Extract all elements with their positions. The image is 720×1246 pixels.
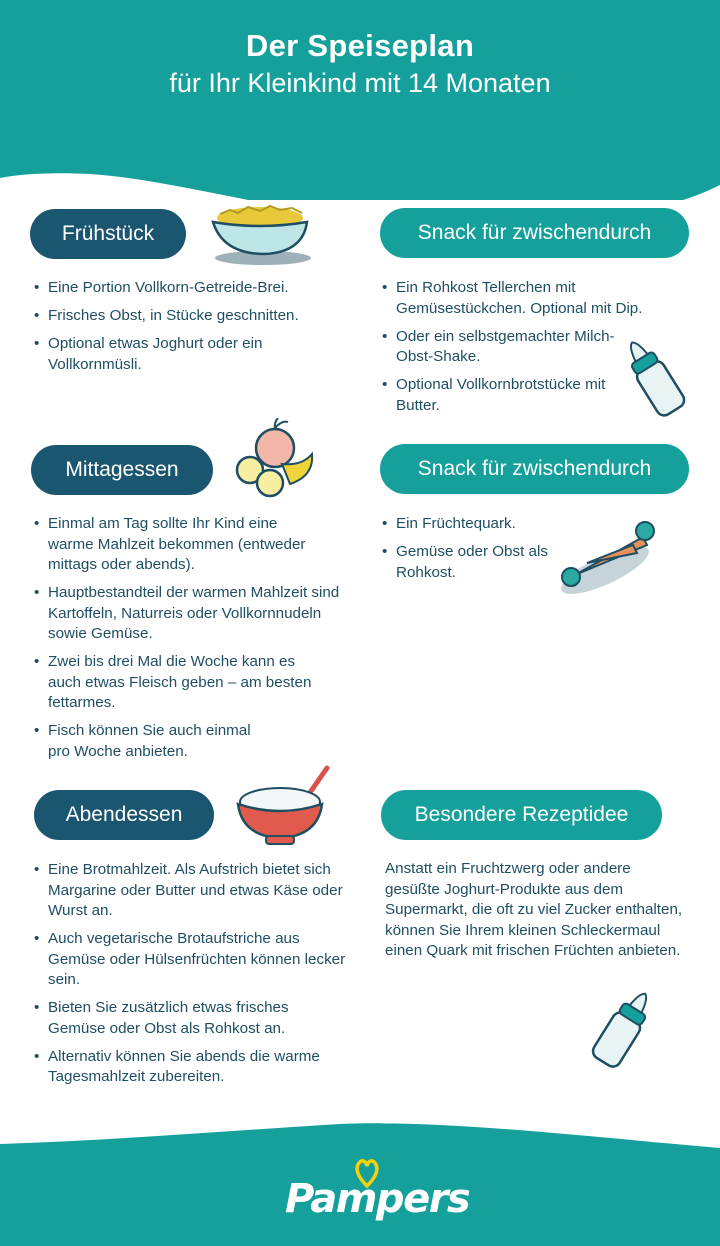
page-title: Der Speiseplan <box>245 28 475 63</box>
recipe-text: Anstatt ein Fruchtzwerg oder andere gesüßte Joghurt-Produkte aus dem Supermarkt, die oft zu viel Zucker enthalten, können Sie Ihrem kleinen Schleckermaul einen Quark mit frischen Früchten anbieten. <box>385 860 683 959</box>
logo-text: Pampers <box>285 1176 470 1222</box>
list-item: • Fisch können Sie auch einmal pro Woche anbieten. <box>32 721 272 762</box>
page-subtitle: für Ihr Kleinkind mit 14 Monaten <box>169 68 551 98</box>
snack-heading-2 <box>380 444 689 494</box>
carrots-icon <box>555 515 665 595</box>
list-item: • Frisches Obst, in Stücke geschnitten. <box>32 306 352 327</box>
breakfast-title: Frühstück <box>61 222 155 245</box>
list-item: • Hauptbestandteil der warmen Mahlzeit sind Kartoffeln, Naturreis oder Vollkornnudeln sowie Gemüse. <box>32 583 342 645</box>
pampers-logo <box>285 1158 470 1238</box>
dinner-title: Abendessen <box>65 803 183 826</box>
list-item: • Ein Rohkost Tellerchen mit Gemüsestückchen. Optional mit Dip. <box>380 278 700 319</box>
header-banner <box>0 0 720 200</box>
lunch-heading <box>31 445 213 495</box>
list-item: • Einmal am Tag sollte Ihr Kind eine warme Mahlzeit bekommen (entweder mittags oder abends). <box>32 514 322 576</box>
list-item: • Eine Portion Vollkorn-Getreide-Brei. <box>32 278 352 299</box>
list-item: • Alternativ können Sie abends die warme Tagesmahlzeit zubereiten. <box>32 1047 332 1088</box>
dinner-list <box>32 860 352 1095</box>
fruit-icon <box>230 418 320 503</box>
list-item: • Optional Vollkornbrotstücke mit Butter. <box>380 375 620 416</box>
list-item: • Zwei bis drei Mal die Woche kann es auch etwas Fleisch geben – am besten fettarmes. <box>32 652 312 714</box>
list-item: • Optional etwas Joghurt oder ein Vollkornmüsli. <box>32 334 352 375</box>
baby-bottle-icon <box>618 328 690 424</box>
snack-title-2: Snack für zwischendurch <box>417 457 652 480</box>
baby-bottle-icon <box>585 978 665 1074</box>
list-item: • Eine Brotmahlzeit. Als Aufstrich bietet sich Margarine oder Butter und etwas Käse oder Wurst an. <box>32 860 352 922</box>
snack-list-2 <box>380 514 550 591</box>
dinner-heading <box>34 790 214 840</box>
snack-heading-1 <box>380 208 689 258</box>
breakfast-list <box>32 278 352 383</box>
breakfast-heading <box>30 209 186 259</box>
cereal-bowl-icon <box>205 200 315 270</box>
snack-title-1: Snack für zwischendurch <box>417 221 652 244</box>
list-item: • Oder ein selbstgemachter Milch-Obst-Shake. <box>380 327 620 368</box>
list-item: • Ein Früchtequark. <box>380 514 550 535</box>
list-item: • Bieten Sie zusätzlich etwas frisches Gemüse oder Obst als Rohkost an. <box>32 998 332 1039</box>
lunch-list <box>32 514 352 770</box>
lunch-title: Mittagessen <box>65 458 179 481</box>
list-item: • Auch vegetarische Brotaufstriche aus Gemüse oder Hülsenfrüchten können lecker sein. <box>32 929 352 991</box>
footer-banner <box>0 1110 720 1246</box>
recipe-title: Besondere Rezeptidee <box>414 803 629 826</box>
list-item: • Gemüse oder Obst als Rohkost. <box>380 542 550 583</box>
recipe-heading <box>381 790 662 840</box>
rice-bowl-icon <box>232 762 337 852</box>
